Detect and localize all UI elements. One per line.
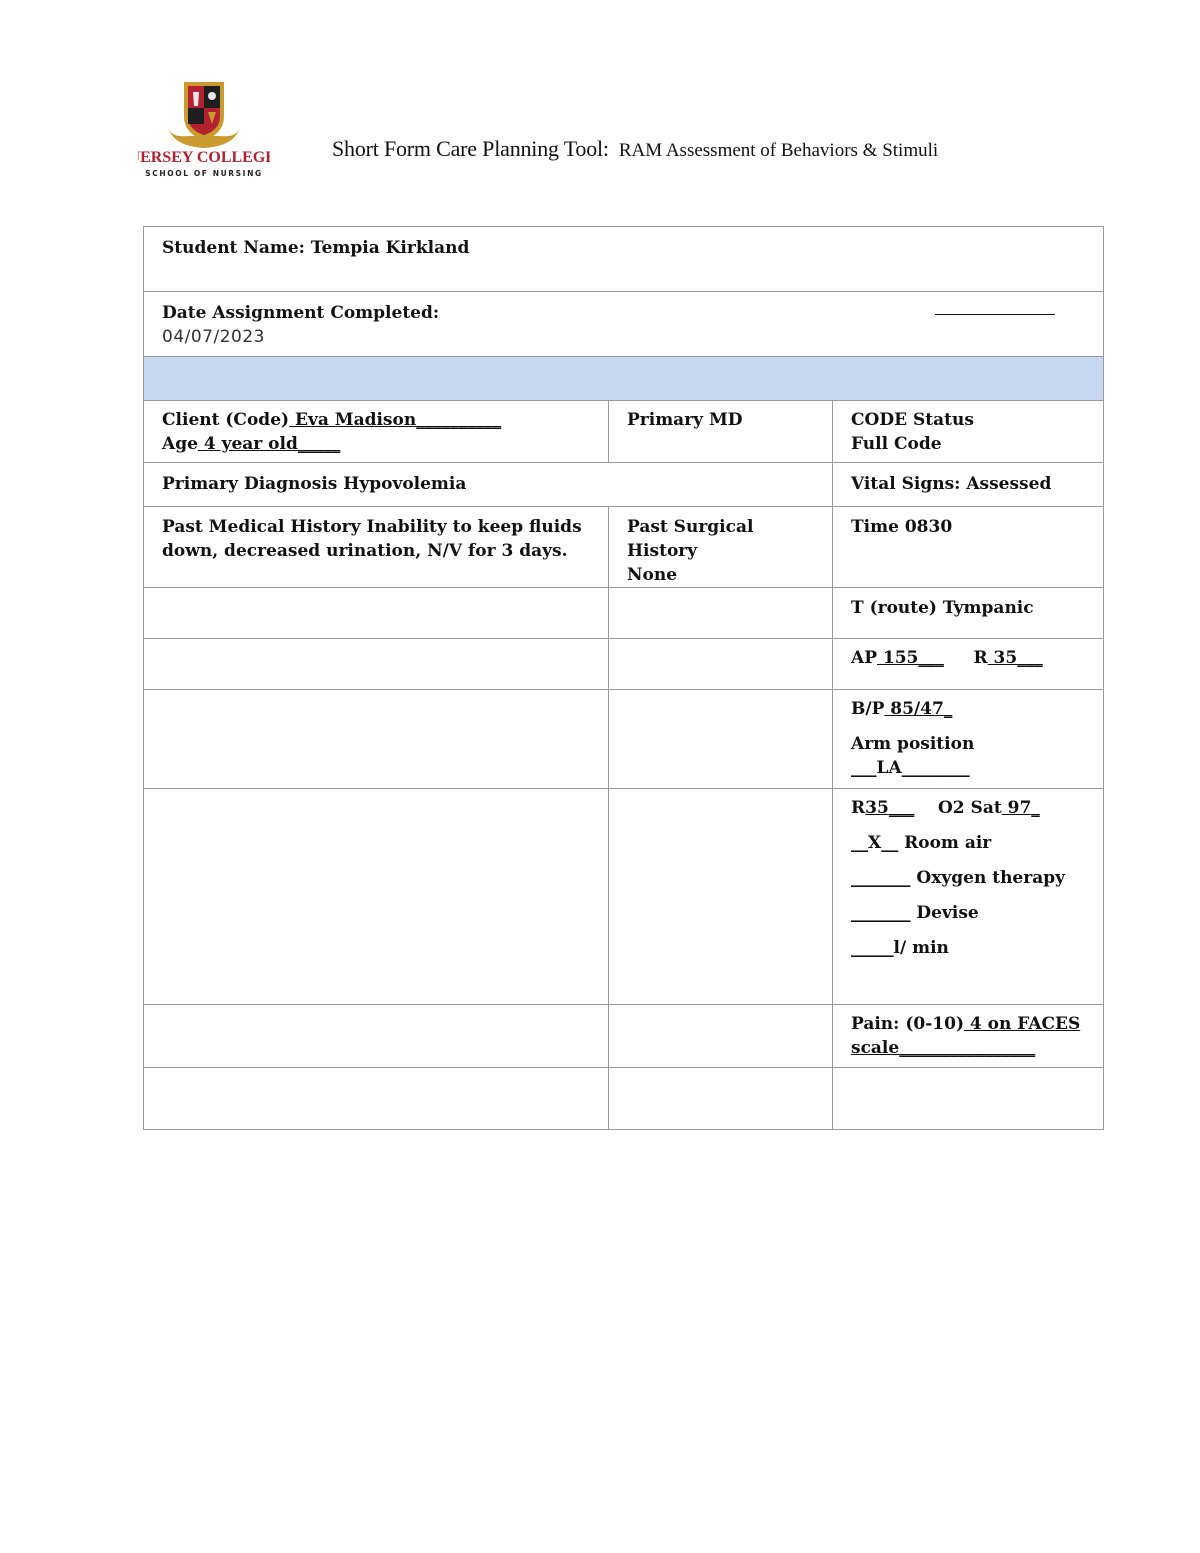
empty-cell[interactable] — [144, 588, 609, 639]
pain-row — [144, 1005, 1104, 1068]
temp-row — [144, 588, 1104, 639]
temp-cell[interactable] — [833, 588, 1104, 639]
empty-cell[interactable] — [144, 789, 609, 1005]
title-main: Short Form Care Planning Tool: — [332, 136, 609, 161]
date-value: 04/07/2023 — [162, 327, 265, 347]
bp-pad: _ — [943, 699, 953, 719]
svg-text:SCHOOL OF NURSING: SCHOOL OF NURSING — [145, 169, 263, 178]
primary-md-label: Primary MD — [627, 410, 743, 430]
empty-cell[interactable] — [609, 588, 833, 639]
code-status-value: Full Code — [851, 434, 942, 454]
page-title — [332, 136, 938, 162]
surgical-history-cell[interactable] — [609, 507, 833, 588]
time-value: Time 0830 — [851, 517, 953, 537]
room-air-mark[interactable]: __X__ — [851, 833, 899, 853]
code-status-cell[interactable] — [833, 401, 1104, 463]
title-sub: RAM Assessment of Behaviors & Stimuli — [618, 140, 939, 161]
devise-label: Devise — [916, 903, 979, 923]
ap-value: 155 — [876, 648, 919, 668]
devise-blank[interactable]: _______ — [851, 903, 911, 923]
bp-cell[interactable] — [833, 690, 1104, 789]
ap-label: AP — [851, 648, 877, 668]
respiration-row — [144, 789, 1104, 1005]
client-pad: __________ — [416, 410, 502, 430]
empty-cell[interactable] — [609, 690, 833, 789]
arm-position-label: Arm position — [851, 734, 975, 754]
vital-signs-label: Vital Signs: Assessed — [851, 474, 1052, 494]
time-cell[interactable] — [833, 507, 1104, 588]
final-row — [144, 1068, 1104, 1130]
client-label: Client (Code) — [162, 410, 290, 430]
date-cell[interactable] — [144, 292, 1104, 357]
diagnosis-cell[interactable] — [144, 463, 833, 507]
empty-cell[interactable] — [144, 1005, 609, 1068]
o2-value: 97 — [1001, 798, 1032, 818]
resp-pad: ___ — [888, 798, 915, 818]
temp-route: T (route) Tympanic — [851, 598, 1034, 618]
resp-label: R — [851, 798, 866, 818]
empty-cell[interactable] — [609, 1005, 833, 1068]
oxygen-blank[interactable]: _______ — [851, 868, 911, 888]
history-row — [144, 507, 1104, 588]
age-label: Age — [162, 434, 198, 454]
client-cell[interactable] — [144, 401, 609, 463]
lmin-label: l/ min — [893, 938, 949, 958]
bp-label: B/P — [851, 699, 885, 719]
student-name: Student Name: Tempia Kirkland — [162, 238, 470, 258]
empty-cell[interactable] — [609, 789, 833, 1005]
diagnosis-row — [144, 463, 1104, 507]
pain-value: 4 on FACES — [963, 1014, 1081, 1034]
age-pad: _____ — [297, 434, 341, 454]
date-row — [144, 292, 1104, 357]
svg-text:JERSEY COLLEGE: JERSEY COLLEGE — [138, 149, 270, 166]
pulse-cell[interactable] — [833, 639, 1104, 690]
medical-history-line1: Past Medical History Inability to keep fluids — [162, 517, 582, 537]
empty-cell[interactable] — [144, 639, 609, 690]
client-row — [144, 401, 1104, 463]
jersey-college-logo — [138, 76, 270, 184]
lmin-blank[interactable]: _____ — [851, 938, 894, 958]
arm-position-value: ___LA________ — [851, 758, 970, 778]
empty-cell[interactable] — [144, 1068, 609, 1130]
pulse-row — [144, 639, 1104, 690]
pain-label: Pain: (0-10) — [851, 1014, 964, 1034]
code-status-label: CODE Status — [851, 410, 974, 430]
surgical-history-value: None — [627, 565, 678, 585]
pain-scale: scale — [851, 1038, 900, 1058]
date-signature-line — [935, 314, 1055, 315]
pain-cell[interactable] — [833, 1005, 1104, 1068]
r-label: R — [973, 648, 988, 668]
primary-md-cell[interactable] — [609, 401, 833, 463]
date-label: Date Assignment Completed: — [162, 303, 440, 323]
pain-pad: ________________ — [899, 1038, 1036, 1058]
empty-cell[interactable] — [609, 1068, 833, 1130]
o2-label: O2 Sat — [938, 798, 1002, 818]
section-band — [144, 357, 1104, 401]
student-row — [144, 227, 1104, 292]
ap-pad: ___ — [918, 648, 944, 668]
medical-history-line2: down, decreased urination, N/V for 3 days. — [162, 541, 568, 561]
empty-cell[interactable] — [833, 1068, 1104, 1130]
vital-signs-cell[interactable] — [833, 463, 1104, 507]
empty-cell[interactable] — [144, 690, 609, 789]
medical-history-cell[interactable] — [144, 507, 609, 588]
surgical-history-label: Past Surgical History — [627, 517, 754, 561]
care-plan-form — [143, 226, 1104, 1130]
r-value: 35 — [987, 648, 1018, 668]
bp-value: 85/47 — [884, 699, 944, 719]
blue-band — [144, 357, 1104, 401]
resp-value: 35 — [865, 798, 889, 818]
bp-row — [144, 690, 1104, 789]
student-name-cell[interactable] — [144, 227, 1104, 292]
o2-pad: _ — [1031, 798, 1040, 818]
empty-cell[interactable] — [609, 639, 833, 690]
oxygen-therapy-label: Oxygen therapy — [916, 868, 1065, 888]
client-value: Eva Madison — [289, 410, 417, 430]
age-value: 4 year old — [197, 434, 298, 454]
r-pad: ___ — [1017, 648, 1043, 668]
respiration-cell[interactable] — [833, 789, 1104, 1005]
room-air-label: Room air — [904, 833, 992, 853]
crest-icon — [138, 76, 270, 184]
primary-diagnosis: Primary Diagnosis Hypovolemia — [162, 474, 467, 494]
